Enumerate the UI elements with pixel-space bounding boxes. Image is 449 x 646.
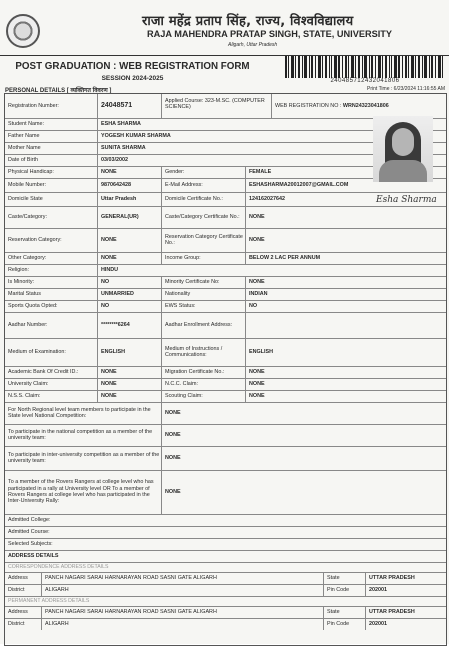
perm-address-label: Address bbox=[8, 608, 28, 615]
web-reg-label: WEB REGISTRATION NO : bbox=[275, 102, 342, 109]
minority-label: Is Minority: bbox=[8, 278, 35, 285]
national-competition-value: NONE bbox=[161, 424, 446, 446]
medium-instruction-label: Medium of Instructions / Communications: bbox=[161, 338, 245, 366]
email-value: ESHASHARMA20012007@GMAIL.COM bbox=[245, 178, 367, 192]
religion-value: HINDU bbox=[97, 264, 446, 276]
university-claim-value: NONE bbox=[97, 378, 161, 390]
north-regional-label: For North Regional level team members to participate in the State level National Competition: bbox=[8, 406, 151, 419]
inter-university-label: To participate in inter-university competition as a member of the university team: bbox=[8, 451, 160, 464]
minority-cert-value: NONE bbox=[245, 276, 446, 288]
rovers-rangers-label: To a member of the Rovers Rangers at college level who has participated in a rally at University level OR To a member of Rovers Rangers at college level who has participated in the Inter-University Rally: bbox=[8, 479, 154, 505]
university-location: Aligarh, Uttar Pradesh bbox=[228, 42, 278, 48]
domicile-value: Uttar Pradesh bbox=[97, 192, 161, 206]
web-reg-value: WRN24323041806 bbox=[342, 102, 389, 109]
migration-cert-value: NONE bbox=[245, 366, 446, 378]
reservation-category-label: Reservation Category: bbox=[8, 236, 62, 243]
migration-cert-label: Migration Certificate No.: bbox=[161, 366, 245, 378]
national-competition-label: To participate in the national competition as a member of the university team: bbox=[8, 428, 153, 441]
correspondence-address-heading: CORRESPONDENCE ADDRESS DETAILS bbox=[8, 563, 109, 570]
form-title: POST GRADUATION : WEB REGISTRATION FORM bbox=[15, 61, 250, 72]
ews-value: NO bbox=[245, 300, 446, 312]
perm-address-value: PANCH NAGARI SARAI HARNARAYAN ROAD SASNI GATE ALIGARH bbox=[41, 606, 323, 618]
corr-address-value: PANCH NAGARI SARAI HARNARAYAN ROAD SASNI GATE ALIGARH bbox=[41, 572, 323, 584]
father-name-label: Father Name bbox=[8, 132, 40, 139]
corr-district-label: District bbox=[8, 586, 25, 593]
perm-state-value: UTTAR PRADESH bbox=[365, 606, 446, 618]
applied-course bbox=[161, 94, 271, 118]
caste-cert-label: Caste/Category Certificate No.: bbox=[161, 206, 245, 228]
scouting-claim-label: Scouting Claim: bbox=[161, 390, 245, 402]
nationality-value: INDIAN bbox=[245, 288, 446, 300]
ncc-claim-value: NONE bbox=[245, 378, 446, 390]
applied-course-value: 323-M.SC. (COMPUTER SCIENCE) bbox=[165, 98, 265, 111]
barcode-icon bbox=[285, 56, 445, 78]
other-category-value: NONE bbox=[97, 252, 161, 264]
minority-value: NO bbox=[97, 276, 161, 288]
student-photo bbox=[373, 116, 433, 182]
student-name-value: ESHA SHARMA bbox=[97, 118, 367, 130]
reservation-cert-label: Reservation Category Certificate No.: bbox=[161, 228, 245, 252]
gender-value: FEMALE bbox=[245, 166, 367, 178]
mother-name-value: SUNITA SHARMA bbox=[97, 142, 367, 154]
perm-district-label: District bbox=[8, 620, 25, 627]
perm-pin-value: 202001 bbox=[365, 618, 446, 630]
perm-district-value: ALIGARH bbox=[41, 618, 323, 630]
personal-details-heading: PERSONAL DETAILS [ व्यक्तिगत विवरण ] bbox=[5, 88, 112, 94]
other-category-label: Other Category: bbox=[8, 254, 47, 261]
mother-name-label: Mother Name bbox=[8, 144, 41, 151]
medium-exam-label: Medium of Examination: bbox=[8, 348, 66, 355]
perm-state-label: State bbox=[323, 606, 365, 618]
caste-value: GENERAL(UR) bbox=[97, 206, 161, 228]
address-details-heading: ADDRESS DETAILS bbox=[8, 552, 59, 559]
print-time: Print Time : 6/23/2024 11:16:55 AM bbox=[366, 86, 445, 92]
corr-address-label: Address bbox=[8, 574, 28, 581]
reg-number-label: Registration Number: bbox=[8, 102, 59, 109]
table-row bbox=[5, 470, 446, 515]
table-row bbox=[5, 228, 446, 253]
admitted-course-label: Admitted Course: bbox=[8, 528, 50, 535]
corr-state-value: UTTAR PRADESH bbox=[365, 572, 446, 584]
dob-value: 03/03/2002 bbox=[97, 154, 367, 166]
caste-label: Caste/Category: bbox=[8, 213, 47, 220]
abc-id-value: NONE bbox=[97, 366, 161, 378]
domicile-cert-value: 124162027642 bbox=[245, 192, 367, 206]
physical-handicap-value: NONE bbox=[97, 166, 161, 178]
university-name-hindi: राजा महेंद्र प्रताप सिंह, राज्य, विश्वविद्यालय bbox=[142, 14, 354, 29]
north-regional-value: NONE bbox=[161, 402, 446, 424]
student-name-label: Student Name: bbox=[8, 120, 44, 127]
domicile-cert-label: Domicile Certificate No.: bbox=[161, 192, 245, 206]
aadhar-enrollment-label: Aadhar Enrollment Address: bbox=[161, 312, 245, 338]
aadhar-enrollment-value bbox=[245, 312, 446, 338]
dob-label: Date of Birth bbox=[8, 156, 38, 163]
nss-claim-label: N.S.S. Claim: bbox=[8, 392, 41, 399]
table-row bbox=[5, 446, 446, 471]
university-claim-label: University Claim: bbox=[8, 380, 49, 387]
aadhar-value: ********6264 bbox=[97, 312, 161, 338]
father-name-value: YOGESH KUMAR SHARMA bbox=[97, 130, 367, 142]
barcode-number: 240485712432041806 bbox=[330, 78, 400, 84]
table-row bbox=[5, 618, 446, 630]
medium-instruction-value: ENGLISH bbox=[245, 338, 446, 366]
applied-course-label: Applied Course: bbox=[165, 98, 204, 104]
table-row bbox=[5, 206, 446, 229]
table-row bbox=[5, 402, 446, 425]
domicile-label: Domicile State bbox=[8, 195, 43, 202]
nss-claim-value: NONE bbox=[97, 390, 161, 402]
caste-cert-value: NONE bbox=[245, 206, 367, 228]
gender-label: Gender: bbox=[161, 166, 245, 178]
session-label: SESSION 2024-2025 bbox=[101, 75, 164, 82]
reservation-cert-value: NONE bbox=[245, 228, 446, 252]
inter-university-value: NONE bbox=[161, 446, 446, 470]
mobile-value: 9870642428 bbox=[97, 178, 161, 192]
email-label: E-Mail Address: bbox=[161, 178, 245, 192]
abc-id-label: Academic Bank Of Credit ID.: bbox=[8, 368, 79, 375]
income-group-value: BELOW 2 LAC PER ANNUM bbox=[245, 252, 446, 264]
ncc-claim-label: N.C.C. Claim: bbox=[161, 378, 245, 390]
ews-label: EWS Status: bbox=[161, 300, 245, 312]
income-group-label: Income Group: bbox=[161, 252, 245, 264]
corr-state-label: State bbox=[323, 572, 365, 584]
student-signature: Esha Sharma bbox=[376, 195, 437, 205]
marital-value: UNMARRIED bbox=[97, 288, 161, 300]
selected-subjects-label: Selected Subjects: bbox=[8, 540, 53, 547]
sports-quota-value: NO bbox=[97, 300, 161, 312]
mobile-label: Mobile Number: bbox=[8, 181, 47, 188]
rovers-rangers-value: NONE bbox=[161, 470, 446, 514]
university-name-english: RAJA MAHENDRA PRATAP SINGH, STATE, UNIVERSITY bbox=[147, 29, 393, 39]
physical-handicap-label: Physical Handicap: bbox=[8, 168, 54, 175]
corr-district-value: ALIGARH bbox=[41, 584, 323, 596]
sports-quota-label: Sports Quota Opted: bbox=[8, 302, 58, 309]
nationality-label: Nationality bbox=[161, 288, 245, 300]
table-row bbox=[5, 338, 446, 367]
medium-exam-value: ENGLISH bbox=[97, 338, 161, 366]
table-row bbox=[5, 312, 446, 339]
aadhar-label: Aadhar Number: bbox=[8, 321, 48, 328]
scouting-claim-value: NONE bbox=[245, 390, 446, 402]
table-row bbox=[5, 424, 446, 447]
corr-pin-value: 202001 bbox=[365, 584, 446, 596]
religion-label: Religion: bbox=[8, 266, 29, 273]
permanent-address-heading: PERMANENT ADDRESS DETAILS bbox=[8, 597, 90, 604]
minority-cert-label: Minority Certificate No: bbox=[161, 276, 245, 288]
university-header bbox=[0, 0, 449, 56]
marital-label: Marital Status bbox=[8, 290, 41, 297]
web-registration bbox=[271, 94, 446, 118]
admitted-college-label: Admitted College: bbox=[8, 516, 51, 523]
university-logo-icon bbox=[6, 14, 40, 48]
reg-number-value: 24048571 bbox=[97, 94, 161, 118]
reservation-category-value: NONE bbox=[97, 228, 161, 252]
perm-pin-label: Pin Code bbox=[323, 618, 365, 630]
corr-pin-label: Pin Code bbox=[323, 584, 365, 596]
